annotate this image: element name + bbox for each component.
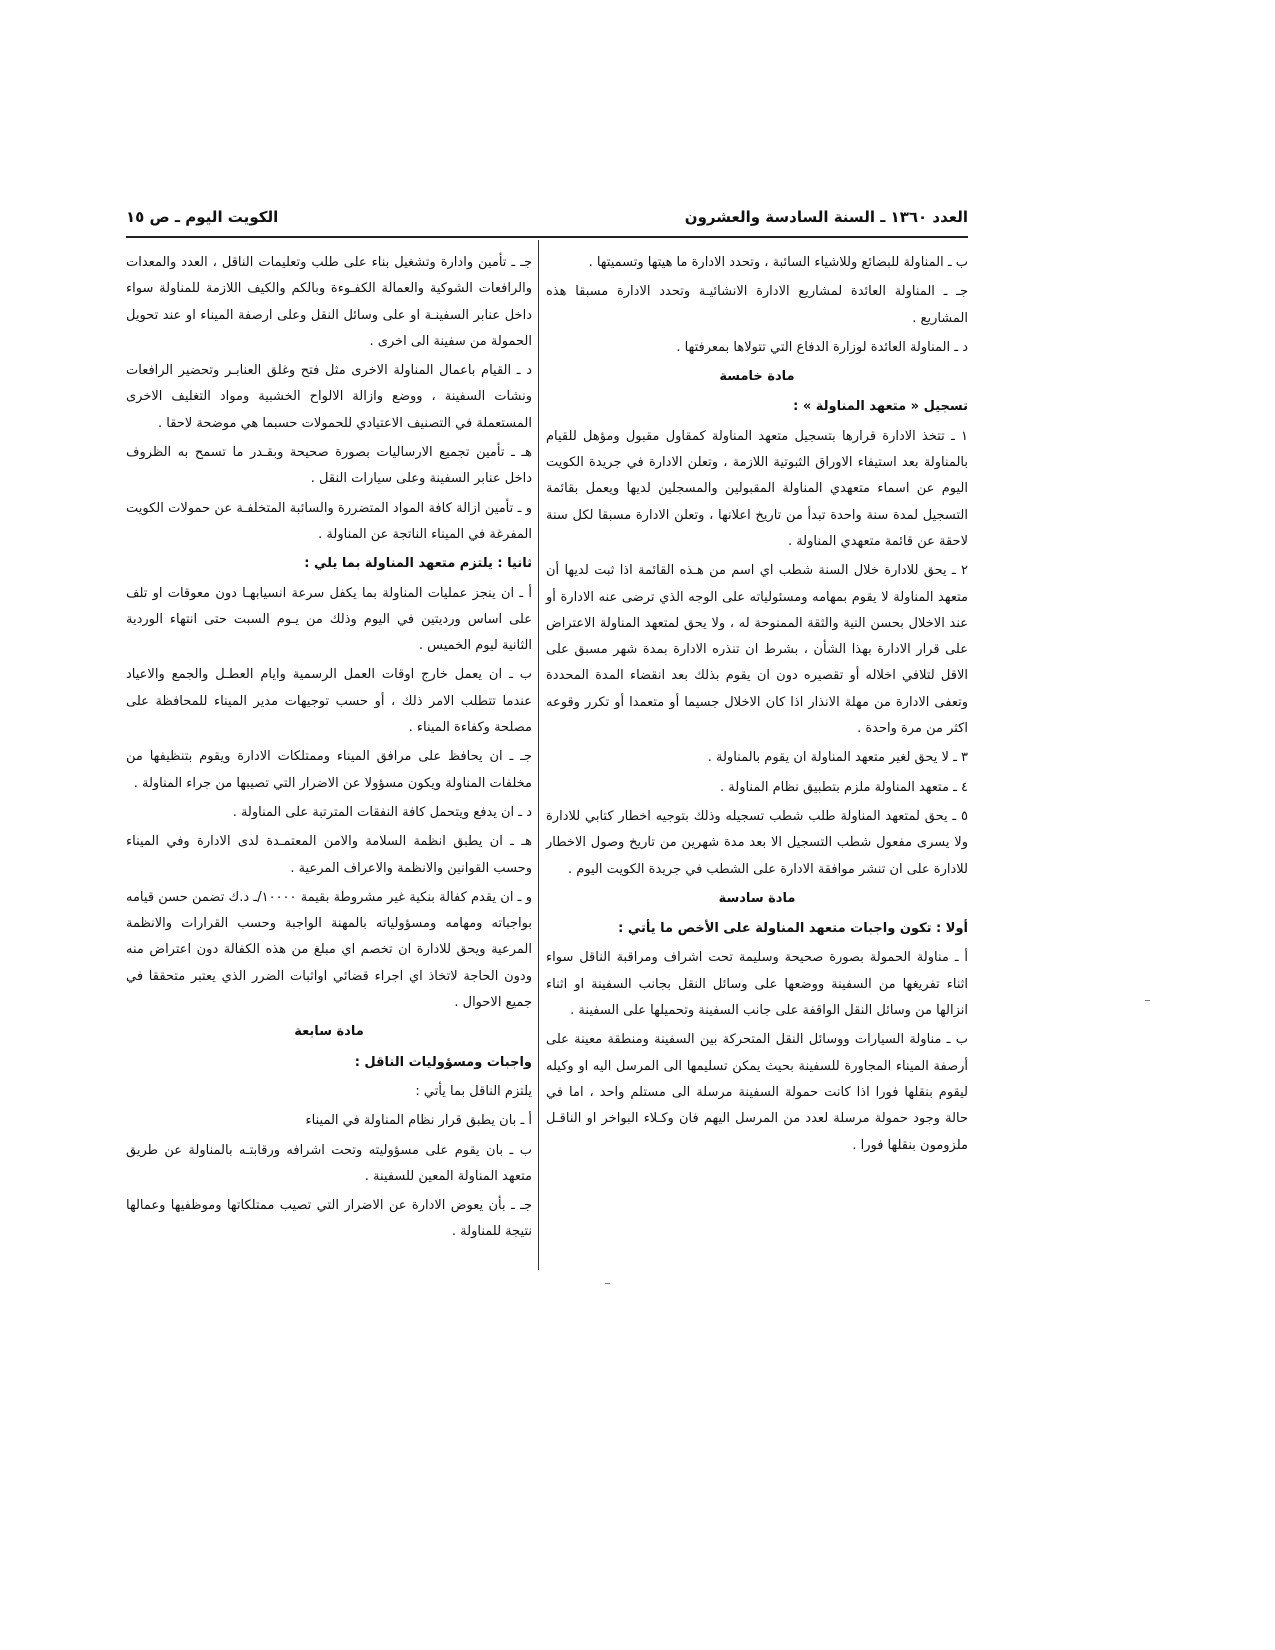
paragraph: يلتزم الناقل بما يأتي : xyxy=(415,1083,532,1099)
paragraph: هـ ـ ان يطبق انظمة السلامة والامن المعتمـدة لدى الادارة وفي الميناء وحسب القوانين والانظمة والاعراف المرعية . xyxy=(126,834,532,876)
section-subheading: أولا : تكون واجبات متعهد المناولة على الأخص ما يأتي : xyxy=(618,921,968,937)
section-subheading: واجبات ومسؤوليات الناقل : xyxy=(354,1054,532,1070)
column-divider xyxy=(538,240,539,1270)
paragraph: و ـ تأمين ازالة كافة المواد المتضررة والسائبة المتخلفـة عن حمولات الكويت المفرغة في الميناء الناتجة عن المناولة . xyxy=(126,500,532,542)
paragraph: جـ ـ ان يحافظ على مرافق الميناء وممتلكات الادارة ويقوم بتنظيفها من مخلفات المناولة ويكون مسؤولا عن الاضرار التي تصيبها من جراء المناولة . xyxy=(126,749,532,791)
paragraph: ٣ ـ لا يحق لغير متعهد المناولة ان يقوم بالمناولة . xyxy=(707,750,968,766)
article-heading: مادة سابعة xyxy=(294,1024,364,1040)
right-column xyxy=(546,250,968,1162)
section-subheading: ثانيا : يلتزم متعهد المناولة بما يلي : xyxy=(304,556,532,572)
paragraph: جـ ـ المناولة العائدة لمشاريع الادارة الانشائيـة وتحدد الادارة مسبقا هذه المشاريع . xyxy=(546,284,968,326)
paragraph: د ـ ان يدفع ويتحمل كافة النفقات المترتبة على المناولة . xyxy=(232,804,532,820)
paragraph: هـ ـ تأمين تجميع الارساليات بصورة صحيحة وبقـدر ما تسمح به الظروف داخل عنابر السفينة وعلى سيارات النقل . xyxy=(126,445,532,487)
paragraph: جـ ـ بأن يعوض الادارة عن الاضرار التي تصيب ممتلكاتها وموظفيها وعمالها نتيجة للمناولة . xyxy=(126,1198,532,1240)
paragraph: ٥ ـ يحق لمتعهد المناولة طلب شطب تسجيله وذلك بتوجيه اخطار كتابي للادارة ولا يسرى مفعول شطب التسجيل الا بعد مدة شهرين من تاريخ وصول الاخطار للادارة على ان تنشر موافقة الادارة على الشطب في جريدة الكويت اليوم . xyxy=(546,808,968,877)
paragraph: ب ـ بان يقوم على مسؤوليته وتحت اشرافه ورقابتـه بالمناولة عن طريق متعهد المناولة المعين للسفينة . xyxy=(126,1142,532,1184)
scan-speck xyxy=(605,1283,610,1284)
paragraph: و ـ ان يقدم كفالة بنكية غير مشروطة بقيمة ١٠٠٠٠/ـ د.ك تضمن حسن قيامه بواجباته ومهامه ومسؤولياته بالمهنة الواجبة وحسب القرارات والانظمة المرعية ويحق للادارة ان تخصم اي مبلغ من هذه الكفالة دون اعتراض منه ودون الحاجة لاتخاذ اي اجراء قضائي اواثبات الضرر الذي يعتبر متحققا في جميع الاحوال . xyxy=(126,889,532,1011)
paragraph: أ ـ مناولة الحمولة بصورة صحيحة وسليمة تحت اشراف ومراقبة الناقل سواء اثناء تفريغها من السفينة ووضعها على وسائل النقل بجانب السفينة او اثناء انزالها من وسائل النقل الواقفة على جانب السفينة وتحميلها على السفينة . xyxy=(546,950,968,1019)
paragraph: ٢ ـ يحق للادارة خلال السنة شطب اي اسم من هـذه القائمة اذا ثبت لديها أن متعهد المناولة لا يقوم بمهامه ومسئولياته على الوجه الذي ترضى عنه الادارة أو عند الاخلال بحسن النية والثقة الممنوحة له ، ولا يحق لمتعهد المناولة الاعتراض على قرار الادارة بهذا الشأن ، بشرط ان تنذره الادارة بمدة شهر مسبق على الاقل لتلافي اخلاله أو تقصيره دون ان يقوم بذلك بعد انقضاء المدة المحددة وتعفى الادارة من مهلة الانذار اذا كان الاخلال جسيما أو متعمدا أو تكرر وقوعه اكثر من مرة واحدة . xyxy=(546,563,968,737)
paragraph: أ ـ بان يطبق قرار نظام المناولة في الميناء xyxy=(305,1113,532,1129)
publication-page-number: الكويت اليوم ـ ص ١٥ xyxy=(126,208,279,226)
paragraph: د ـ القيام باعمال المناولة الاخرى مثل فتح وغلق العنابـر وتحضير الرافعات ونشات السفينة ، ووضع وازالة الالواح الخشبية ومواد التغليف الاخرى المستعملة في التصنيف الاعتيادي للحمولات حسبما هي موضحة لاحقا . xyxy=(126,363,532,431)
paragraph: د ـ المناولة العائدة لوزارة الدفاع التي تتولاها بمعرفتها . xyxy=(676,339,968,355)
issue-info: العدد ١٣٦٠ ـ السنة السادسة والعشرون xyxy=(684,208,968,226)
scan-speck xyxy=(1145,1000,1150,1001)
paragraph: ب ـ المناولة للبضائع وللاشياء السائبة ، وتحدد الادارة ما هيتها وتسميتها . xyxy=(588,255,968,270)
paragraph: ١ ـ تتخذ الادارة قرارها بتسجيل متعهد المناولة كمقاول مقبول ومؤهل للقيام بالمناولة بعد استيفاء الاوراق الثبوتية اللازمة ، وتعلن الادارة في جريدة الكويت اليوم عن اسماء متعهدي المناولة المقبولين والمسجلين لديها ويعمل بقائمة التسجيل لمدة سنة واحدة تبدأ من تاريخ اعلانها ، وتعلن الادارة مسبقا لكل سنة لاحقة عن قائمة متعهدي المناولة . xyxy=(546,428,968,549)
section-subheading: تسجيل « متعهد المناولة » : xyxy=(793,399,968,415)
paragraph: أ ـ ان ينجز عمليات المناولة بما يكفل سرعة انسيابهـا دون معوقات او تلف على اساس ورديتين في اليوم وذلك من يـوم السبت حتى انتهاء الوردية الثانية ليوم الخميس . xyxy=(126,585,532,654)
paragraph: ب ـ ان يعمل خارج اوقات العمل الرسمية وايام العطـل والجمع والاعياد عندما تتطلب الامر ذلك ، أو حسب توجيهات مدير الميناء للمحافظة على مصلحة وكفاءة الميناء . xyxy=(126,667,532,736)
page-header xyxy=(126,208,968,238)
left-column xyxy=(126,250,532,1249)
article-heading: مادة خامسة xyxy=(719,369,795,385)
paragraph: جـ ـ تأمين وادارة وتشغيل بناء على طلب وتعليمات الناقل ، العدد والمعدات والرافعات الشوكية والعمالة الكفـوءة وبالكم والكيف اللازمة للمناولة سواء داخل عنابر السفينـة او على وسائل النقل وعلى ارصفة الميناء او عند تحويل الحمولة من سفينة الى اخرى . xyxy=(126,255,532,349)
article-heading: مادة سادسة xyxy=(718,890,796,906)
paragraph: ب ـ مناولة السيارات ووسائل النقل المتحركة بين السفينة ومنطقة معينة على أرصفة الميناء المجاورة للسفينة بحيث يمكن تسليمها الى المرسل اليه او وكيله ليقوم بنقلها فورا اذا كانت حمولة السفينة مرسلة الى مستلم واحد ، اما في حالة وجود حمولة مرسلة لعدد من المرسل اليهم فان وكـلاء البواخر او الناقـل ملزومون بنقلها فورا . xyxy=(546,1032,968,1153)
paragraph: ٤ ـ متعهد المناولة ملزم بتطبيق نظام المناولة . xyxy=(720,779,968,795)
